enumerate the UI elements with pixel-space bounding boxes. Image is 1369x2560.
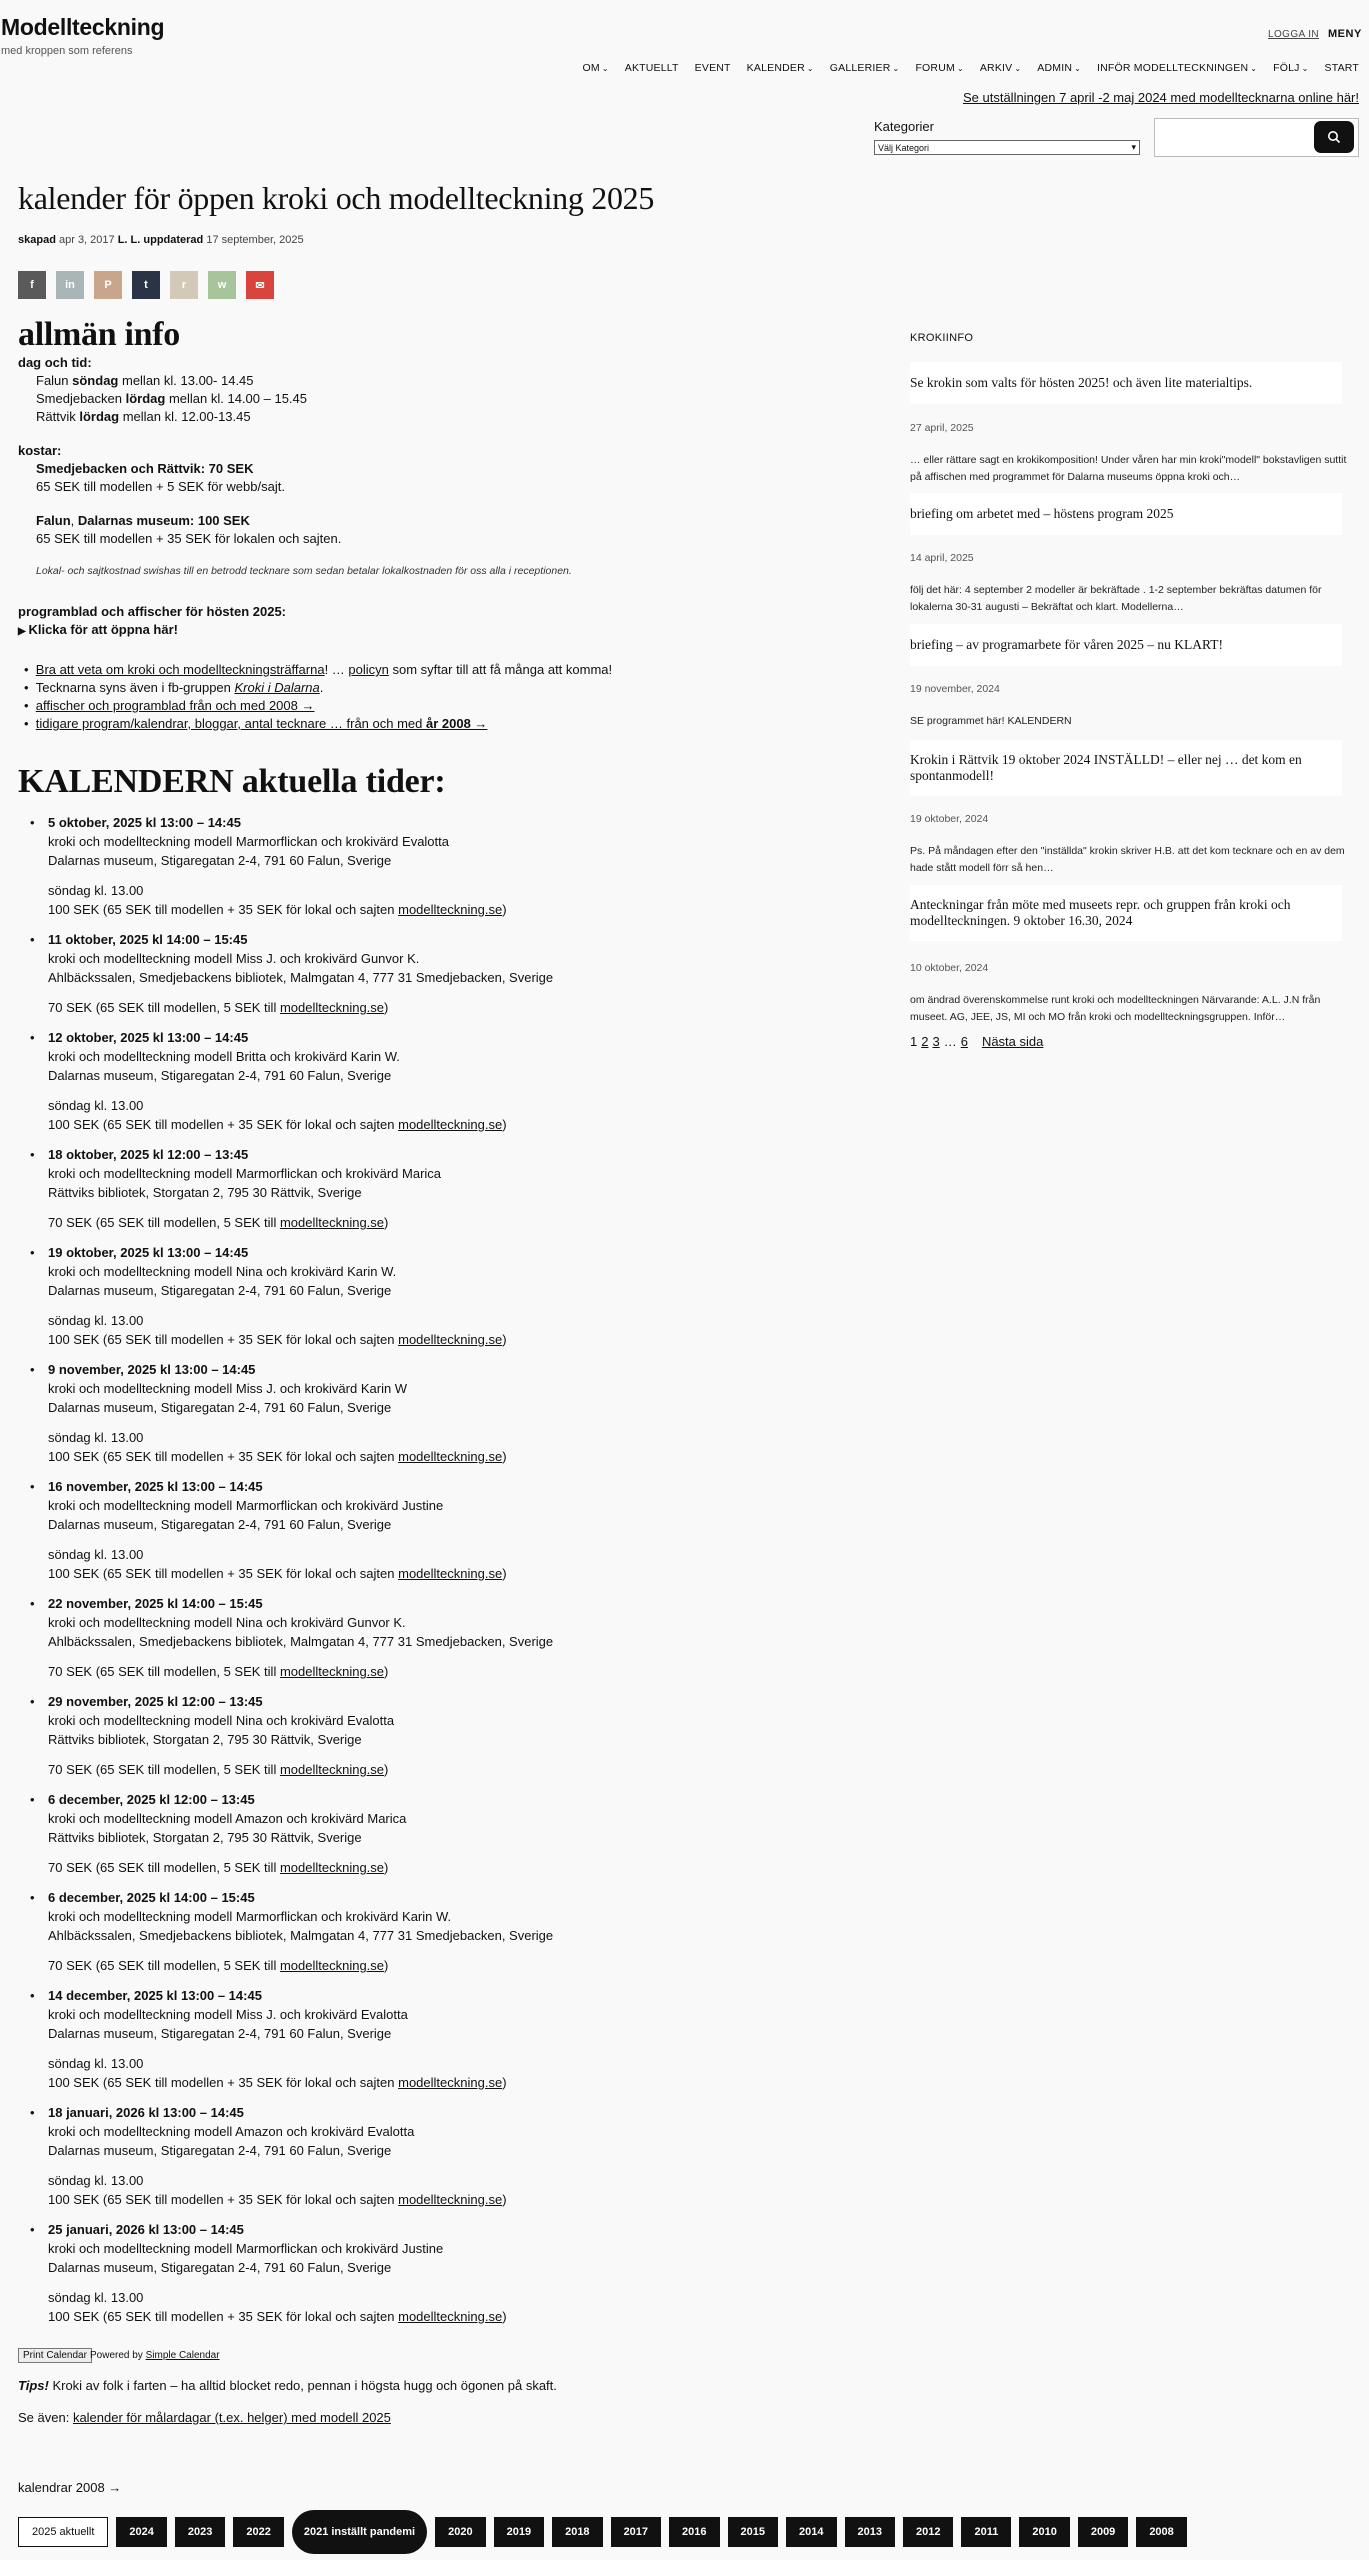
menu-button[interactable]: MENY	[1328, 28, 1362, 40]
nav-item-event[interactable]	[695, 62, 731, 74]
event-date: 9 november, 2025 kl 13:00 – 14:45	[48, 1362, 256, 1377]
bullet: •	[30, 1362, 35, 1377]
simple-calendar-link[interactable]: Simple Calendar	[145, 2350, 220, 2361]
pagination	[910, 1034, 1043, 1049]
modellteckning-link[interactable]: modellteckning.se	[279, 1762, 385, 1777]
event-location: Dalarnas museum, Stigaregatan 2-4, 791 60 Falun, Sverige	[48, 853, 392, 868]
pinterest-icon[interactable]: P	[94, 271, 122, 299]
sidebar-post-excerpt: … eller rättare sagt en krokikomposition! Under våren har min kroki"modell" bokstavligen suttit på affischen med programmet för Dalarna museums öppna kroki och…	[910, 454, 1347, 483]
event-day: söndag kl. 13.00	[48, 2290, 144, 2305]
bullet: •	[30, 932, 35, 947]
year-button-2018[interactable]: 2018	[552, 2517, 602, 2547]
page-link[interactable]: 1	[910, 1034, 918, 1049]
sidebar-post-title-text: Anteckningar från möte med museets repr. och gruppen från kroki och modellteckningen. 9 oktober 16.30, 2024	[910, 897, 1291, 928]
year-button-2021[interactable]: 2021 inställt pandemi	[292, 2510, 427, 2554]
event-price: 100 SEK (65 SEK till modellen + 35 SEK för lokal och sajten modellteckning.se)	[48, 902, 507, 917]
event-day: söndag kl. 13.00	[48, 1313, 144, 1328]
event-date: 18 januari, 2026 kl 13:00 – 14:45	[48, 2105, 244, 2120]
whatsapp-icon[interactable]: w	[208, 271, 236, 299]
year-button-2011[interactable]: 2011	[961, 2517, 1011, 2547]
link-item-fb-group: • Tecknarna syns även i fb-gruppen Kroki i Dalarna.	[24, 680, 324, 695]
event-price: 70 SEK (65 SEK till modellen, 5 SEK till modellteckning.se)	[48, 1762, 389, 1777]
search-icon	[1327, 130, 1341, 144]
tumblr-icon[interactable]: t	[132, 271, 160, 299]
exhibition-banner-link[interactable]: Se utställningen 7 april -2 maj 2024 med modelltecknarna online här!	[962, 90, 1359, 105]
sidebar-post-excerpt: följ det här: 4 september 2 modeller är bekräftade . 1-2 september bekräftas datumen för lokalerna 30-31 augusti – Bekräftat och klart. Modellerna…	[910, 584, 1322, 613]
nav-item-label: ARKIV	[979, 62, 1013, 74]
event-date: 6 december, 2025 kl 14:00 – 15:45	[48, 1890, 255, 1905]
modellteckning-link[interactable]: modellteckning.se	[279, 1215, 385, 1230]
category-select-value: Välj Kategori	[878, 142, 930, 153]
bullet: •	[30, 1147, 35, 1162]
nav-item-label: KALENDER	[746, 62, 805, 74]
event-date: 25 januari, 2026 kl 13:00 – 14:45	[48, 2222, 244, 2237]
event-description: kroki och modellteckning modell Marmorflickan och krokivärd Justine	[48, 1498, 444, 1513]
event-description: kroki och modellteckning modell Britta och krokivärd Karin W.	[48, 1049, 400, 1064]
page-link[interactable]: 3	[932, 1034, 940, 1049]
reddit-icon[interactable]: r	[170, 271, 198, 299]
event-price: 100 SEK (65 SEK till modellen + 35 SEK för lokal och sajten modellteckning.se)	[48, 1449, 507, 1464]
calendar-heading: KALENDERN aktuella tider:	[18, 763, 446, 800]
year-button-2012[interactable]: 2012	[903, 2517, 953, 2547]
event-location: Dalarnas museum, Stigaregatan 2-4, 791 60 Falun, Sverige	[48, 1068, 392, 1083]
event-price: 100 SEK (65 SEK till modellen + 35 SEK för lokal och sajten modellteckning.se)	[48, 2309, 507, 2324]
year-button-2008[interactable]: 2008	[1136, 2517, 1186, 2547]
nav-item-om[interactable]	[583, 62, 609, 74]
event-price: 100 SEK (65 SEK till modellen + 35 SEK för lokal och sajten modellteckning.se)	[48, 1332, 507, 1347]
bra-att-veta-link[interactable]: Bra att veta om kroki och modellteckningsträffarna	[35, 662, 325, 677]
meta-created-label: skapad	[18, 234, 56, 246]
year-button-2019[interactable]: 2019	[494, 2517, 544, 2547]
event-item	[18, 1145, 858, 1243]
event-description: kroki och modellteckning modell Miss J. och krokivärd Evalotta	[48, 2007, 408, 2022]
time-rattvik: Rättvik lördag mellan kl. 12.00-13.45	[36, 409, 251, 424]
event-location: Rättviks bibliotek, Storgatan 2, 795 30 Rättvik, Sverige	[48, 1830, 362, 1845]
event-item	[18, 1028, 858, 1145]
cost-falun: Falun, Dalarnas museum: 100 SEK	[36, 513, 250, 528]
nav-item-label: AKTUELLT	[624, 62, 679, 74]
chevron-down-icon: ⌄	[956, 63, 964, 73]
event-item	[18, 2103, 858, 2220]
nav-item-label: INFÖR MODELLTECKNINGEN	[1097, 62, 1249, 74]
event-date: 5 oktober, 2025 kl 13:00 – 14:45	[48, 815, 241, 830]
cost-falun-detail: 65 SEK till modellen + 35 SEK för lokalen och sajten.	[36, 531, 342, 546]
modellteckning-link[interactable]: modellteckning.se	[398, 2192, 503, 2207]
event-day: söndag kl. 13.00	[48, 2173, 144, 2188]
tidigare-program-link[interactable]: tidigare program/kalendrar, bloggar, antal tecknare … från och med	[35, 716, 426, 731]
site-title[interactable]: Modellteckning	[1, 14, 165, 40]
event-day: söndag kl. 13.00	[48, 1430, 144, 1445]
sidebar-post-title[interactable]	[910, 624, 1342, 666]
event-location: Dalarnas museum, Stigaregatan 2-4, 791 60 Falun, Sverige	[48, 2143, 392, 2158]
modellteckning-link[interactable]: modellteckning.se	[398, 2075, 503, 2090]
event-description: kroki och modellteckning modell Nina och krokivärd Gunvor K.	[48, 1615, 406, 1630]
nav-item-arkiv[interactable]	[980, 62, 1021, 74]
event-date: 18 oktober, 2025 kl 12:00 – 13:45	[48, 1147, 249, 1162]
event-item	[18, 1692, 858, 1790]
sidebar-post-date: 19 november, 2024	[910, 683, 1000, 695]
event-description: kroki och modellteckning modell Marmorflickan och krokivärd Marica	[48, 1166, 442, 1181]
year-button-2014[interactable]: 2014	[786, 2517, 836, 2547]
cost-label: kostar:	[18, 443, 62, 458]
event-date: 16 november, 2025 kl 13:00 – 14:45	[48, 1479, 263, 1494]
event-item	[18, 1360, 858, 1477]
modellteckning-link[interactable]: modellteckning.se	[279, 1958, 385, 1973]
chevron-down-icon: ⌄	[1014, 63, 1022, 73]
program-toggle[interactable]: ▶ Klicka för att öppna här!	[18, 622, 178, 637]
page-link: …	[943, 1034, 957, 1049]
event-item	[18, 1790, 858, 1888]
ar-2008-link[interactable]: år 2008 →	[426, 716, 488, 731]
event-description: kroki och modellteckning modell Miss J. och krokivärd Karin W	[48, 1381, 408, 1396]
event-date: 14 december, 2025 kl 13:00 – 14:45	[48, 1988, 262, 2003]
share-buttons	[18, 271, 274, 299]
nav-item-label: FÖLJ	[1273, 62, 1300, 74]
event-description: kroki och modellteckning modell Marmorflickan och krokivärd Karin W.	[48, 1909, 452, 1924]
tips-text: Tips! Kroki av folk i farten – ha alltid blocket redo, pennan i högsta hugg och ögonen på skaft.	[18, 2378, 557, 2393]
sidebar-post-title-text: briefing om arbetet med – höstens program 2025	[910, 506, 1174, 521]
event-description: kroki och modellteckning modell Nina och krokivärd Evalotta	[48, 1713, 395, 1728]
login-link[interactable]: LOGGA IN	[1268, 29, 1319, 40]
modellteckning-link[interactable]: modellteckning.se	[279, 1000, 385, 1015]
modellteckning-link[interactable]: modellteckning.se	[279, 1860, 385, 1875]
bullet: •	[30, 2222, 35, 2237]
nav-item-label: OM	[582, 62, 600, 74]
event-description: kroki och modellteckning modell Marmorflickan och krokivärd Justine	[48, 2241, 444, 2256]
chevron-down-icon: ⌄	[892, 63, 900, 73]
section-heading-info: allmän info	[18, 316, 181, 353]
event-price: 100 SEK (65 SEK till modellen + 35 SEK för lokal och sajten modellteckning.se)	[48, 2075, 507, 2090]
event-date: 29 november, 2025 kl 12:00 – 13:45	[48, 1694, 263, 1709]
event-item	[18, 930, 858, 1028]
event-date: 19 oktober, 2025 kl 13:00 – 14:45	[48, 1245, 249, 1260]
event-day: söndag kl. 13.00	[48, 883, 144, 898]
sidebar-post-title[interactable]	[910, 885, 1342, 941]
event-description: kroki och modellteckning modell Amazon och krokivärd Marica	[48, 1811, 407, 1826]
cost-note: Lokal- och sajtkostnad swishas till en betrodd tecknare som sedan betalar lokalkostnaden för oss alla i receptionen.	[36, 565, 572, 577]
event-date: 12 oktober, 2025 kl 13:00 – 14:45	[48, 1030, 249, 1045]
event-date: 22 november, 2025 kl 14:00 – 15:45	[48, 1596, 263, 1611]
year-button-2023[interactable]: 2023	[175, 2517, 225, 2547]
sidebar-post-date: 10 oktober, 2024	[910, 962, 989, 974]
year-button-2020[interactable]: 2020	[435, 2517, 485, 2547]
search-button[interactable]	[1314, 121, 1354, 153]
year-button-2009[interactable]: 2009	[1078, 2517, 1128, 2547]
nav-item-gallerier[interactable]	[830, 62, 900, 74]
time-falun: Falun söndag mellan kl. 13.00- 14.45	[36, 373, 254, 388]
event-item	[18, 1477, 858, 1594]
sidebar-post-title-text: briefing – av programarbete för våren 2025 – nu KLART!	[910, 637, 1223, 652]
chevron-down-icon: ⌄	[806, 63, 814, 73]
event-location: Dalarnas museum, Stigaregatan 2-4, 791 60 Falun, Sverige	[48, 2260, 392, 2275]
meta-updated-label: uppdaterad	[143, 234, 204, 246]
page-link[interactable]: 2	[921, 1034, 929, 1049]
malardagar-link[interactable]: kalender för målardagar (t.ex. helger) med modell 2025	[72, 2410, 391, 2425]
event-price: 100 SEK (65 SEK till modellen + 35 SEK för lokal och sajten modellteckning.se)	[48, 1117, 507, 1132]
nav-item-label: EVENT	[694, 62, 731, 74]
event-item	[18, 813, 858, 930]
page-link[interactable]: 6	[960, 1034, 968, 1049]
event-price: 100 SEK (65 SEK till modellen + 35 SEK för lokal och sajten modellteckning.se)	[48, 1566, 507, 1581]
event-item	[18, 1594, 858, 1692]
event-description: kroki och modellteckning modell Marmorflickan och krokivärd Evalotta	[48, 834, 449, 849]
nav-item-följ[interactable]	[1273, 62, 1308, 74]
nav-item-label: START	[1324, 62, 1359, 74]
event-location: Dalarnas museum, Stigaregatan 2-4, 791 60 Falun, Sverige	[48, 1517, 392, 1532]
email-icon[interactable]: ✉	[246, 271, 274, 299]
event-location: Ahlbäckssalen, Smedjebackens bibliotek, Malmgatan 4, 777 31 Smedjebacken, Sverige	[48, 1634, 554, 1649]
year-button-2022[interactable]: 2022	[233, 2517, 283, 2547]
event-list	[18, 813, 858, 2337]
time-label: dag och tid:	[18, 355, 92, 370]
kalendrar-2008-link[interactable]: kalendrar 2008 →	[18, 2480, 122, 2495]
bullet: •	[30, 1694, 35, 1709]
event-location: Dalarnas museum, Stigaregatan 2-4, 791 60 Falun, Sverige	[48, 2026, 392, 2041]
bullet: •	[30, 1988, 35, 2003]
triangle-right-icon: ▶	[18, 626, 29, 637]
event-location: Rättviks bibliotek, Storgatan 2, 795 30 Rättvik, Sverige	[48, 1185, 362, 1200]
sidebar-post-title[interactable]	[910, 362, 1342, 404]
affischer-link[interactable]: affischer och programblad från och med 2008 →	[35, 698, 315, 713]
event-price: 70 SEK (65 SEK till modellen, 5 SEK till modellteckning.se)	[48, 1958, 389, 1973]
nav-item-start[interactable]	[1325, 62, 1359, 74]
year-button-2013[interactable]: 2013	[845, 2517, 895, 2547]
event-description: kroki och modellteckning modell Amazon och krokivärd Evalotta	[48, 2124, 415, 2139]
sidebar-post-title[interactable]	[910, 740, 1342, 796]
modellteckning-link[interactable]: modellteckning.se	[398, 902, 503, 917]
main-nav	[583, 62, 1360, 74]
sidebar-post-title-text: Krokin i Rättvik 19 oktober 2024 INSTÄLLD! – eller nej … det kom en spontanmodell!	[910, 752, 1302, 783]
nav-item-inför-modellteckningen[interactable]	[1097, 62, 1257, 74]
event-description: kroki och modellteckning modell Miss J. och krokivärd Gunvor K.	[48, 951, 420, 966]
time-smedjebacken: Smedjebacken lördag mellan kl. 14.00 – 15.45	[36, 391, 308, 406]
category-select[interactable]	[874, 140, 1140, 155]
site-tagline: med kroppen som referens	[1, 45, 133, 57]
nav-item-label: GALLERIER	[829, 62, 891, 74]
event-price: 70 SEK (65 SEK till modellen, 5 SEK till modellteckning.se)	[48, 1000, 389, 1015]
bullet: •	[30, 1245, 35, 1260]
event-location: Rättviks bibliotek, Storgatan 2, 795 30 Rättvik, Sverige	[48, 1732, 362, 1747]
nav-item-kalender[interactable]	[747, 62, 814, 74]
fb-group-link[interactable]: Kroki i Dalarna	[234, 680, 320, 695]
event-price: 70 SEK (65 SEK till modellen, 5 SEK till modellteckning.se)	[48, 1215, 389, 1230]
sidebar-post-excerpt: SE programmet här! KALENDERN	[910, 715, 1072, 727]
sidebar-heading: KROKIINFO	[910, 332, 974, 344]
modellteckning-link[interactable]: modellteckning.se	[398, 1566, 503, 1581]
program-heading: programblad och affischer för hösten 2025:	[18, 604, 287, 619]
sidebar-post-excerpt: om ändrad överenskommelse runt kroki och modellteckningen Närvarande: A.L. J.N från museet. AG, JEE, JS, MI och MO från kroki och modellteckningsgruppen. Inför…	[910, 994, 1321, 1023]
policy-link[interactable]: policyn	[348, 662, 389, 677]
year-button-2025[interactable]: 2025 aktuellt	[18, 2517, 108, 2547]
sidebar-post-title[interactable]	[910, 493, 1342, 535]
sidebar-post-excerpt: Ps. På måndagen efter den "inställda" krokin skriver H.B. att det kom tecknare och en av dem hade stått modell förr så hen…	[910, 845, 1345, 874]
facebook-icon[interactable]: f	[18, 271, 46, 299]
chevron-down-icon: ⌄	[601, 63, 609, 73]
linkedin-icon[interactable]: in	[56, 271, 84, 299]
event-date: 11 oktober, 2025 kl 14:00 – 15:45	[48, 932, 248, 947]
event-day: söndag kl. 13.00	[48, 1098, 144, 1113]
event-price: 70 SEK (65 SEK till modellen, 5 SEK till modellteckning.se)	[48, 1860, 389, 1875]
event-date: 6 december, 2025 kl 12:00 – 13:45	[48, 1792, 255, 1807]
year-button-2017[interactable]: 2017	[611, 2517, 661, 2547]
event-location: Ahlbäckssalen, Smedjebackens bibliotek, Malmgatan 4, 777 31 Smedjebacken, Sverige	[48, 1928, 554, 1943]
next-page-link[interactable]: Nästa sida	[981, 1034, 1044, 1049]
event-description: kroki och modellteckning modell Nina och krokivärd Karin W.	[48, 1264, 397, 1279]
post-meta	[18, 234, 304, 246]
page-title: kalender för öppen kroki och modellteckning 2025	[18, 180, 655, 216]
meta-created-date: apr 3, 2017	[58, 234, 115, 246]
bullet: •	[30, 815, 35, 830]
chevron-down-icon: ⌄	[1301, 63, 1309, 73]
bullet: •	[30, 1596, 35, 1611]
event-price: 70 SEK (65 SEK till modellen, 5 SEK till modellteckning.se)	[48, 1664, 389, 1679]
event-item	[18, 2220, 858, 2337]
modellteckning-link[interactable]: modellteckning.se	[398, 2309, 503, 2324]
event-item	[18, 1986, 858, 2103]
nav-item-aktuellt[interactable]	[625, 62, 679, 74]
powered-by: Powered by Simple Calendar	[90, 2350, 220, 2361]
bullet: •	[30, 1792, 35, 1807]
chevron-down-icon: ⌄	[1074, 63, 1082, 73]
cost-smedjebacken-rattvik: Smedjebacken och Rättvik: 70 SEK	[36, 461, 254, 476]
year-button-2015[interactable]: 2015	[728, 2517, 778, 2547]
link-item-affischer: • affischer och programblad från och med 2008 →	[24, 698, 315, 713]
bullet: •	[30, 2105, 35, 2120]
year-button-2010[interactable]: 2010	[1019, 2517, 1069, 2547]
chevron-down-icon: ▾	[1131, 142, 1136, 152]
event-day: söndag kl. 13.00	[48, 1547, 144, 1562]
categories-label: Kategorier	[874, 119, 934, 134]
bullet: •	[30, 1030, 35, 1045]
year-buttons	[18, 2510, 1187, 2554]
bullet: •	[30, 1890, 35, 1905]
sidebar-post-date: 19 oktober, 2024	[910, 813, 989, 825]
sidebar-post-date: 14 april, 2025	[910, 552, 974, 564]
chevron-down-icon: ⌄	[1250, 63, 1258, 73]
event-location: Dalarnas museum, Stigaregatan 2-4, 791 60 Falun, Sverige	[48, 1283, 392, 1298]
link-item-bra-att-veta: • Bra att veta om kroki och modellteckningsträffarna! … policyn som syftar till att få många att komma!	[24, 662, 613, 677]
print-calendar-button[interactable]: Print Calendar	[18, 2348, 92, 2363]
modellteckning-link[interactable]: modellteckning.se	[398, 1117, 503, 1132]
nav-item-forum[interactable]	[915, 62, 963, 74]
cost-smedjebacken-rattvik-detail: 65 SEK till modellen + 5 SEK för webb/sajt.	[36, 479, 285, 494]
modellteckning-link[interactable]: modellteckning.se	[398, 1449, 503, 1464]
nav-item-admin[interactable]	[1037, 62, 1081, 74]
year-button-2024[interactable]: 2024	[116, 2517, 166, 2547]
event-location: Ahlbäckssalen, Smedjebackens bibliotek, Malmgatan 4, 777 31 Smedjebacken, Sverige	[48, 970, 554, 985]
event-item	[18, 1243, 858, 1360]
modellteckning-link[interactable]: modellteckning.se	[398, 1332, 503, 1347]
event-location: Dalarnas museum, Stigaregatan 2-4, 791 60 Falun, Sverige	[48, 1400, 392, 1415]
see-also: Se även: kalender för målardagar (t.ex. helger) med modell 2025	[18, 2410, 391, 2425]
meta-updated-date: 17 september, 2025	[206, 234, 304, 246]
meta-author[interactable]: L. L.	[117, 234, 141, 246]
sidebar-post-title-text: Se krokin som valts för hösten 2025! och även lite materialtips.	[910, 375, 1253, 390]
nav-item-label: ADMIN	[1037, 62, 1073, 74]
bullet: •	[30, 1479, 35, 1494]
nav-item-label: FORUM	[915, 62, 955, 74]
modellteckning-link[interactable]: modellteckning.se	[279, 1664, 385, 1679]
event-price: 100 SEK (65 SEK till modellen + 35 SEK för lokal och sajten modellteckning.se)	[48, 2192, 507, 2207]
event-item	[18, 1888, 858, 1986]
year-button-2016[interactable]: 2016	[669, 2517, 719, 2547]
event-day: söndag kl. 13.00	[48, 2056, 144, 2071]
link-item-tidigare: • tidigare program/kalendrar, bloggar, antal tecknare … från och med år 2008 →	[24, 716, 488, 731]
sidebar-post-date: 27 april, 2025	[910, 422, 974, 434]
